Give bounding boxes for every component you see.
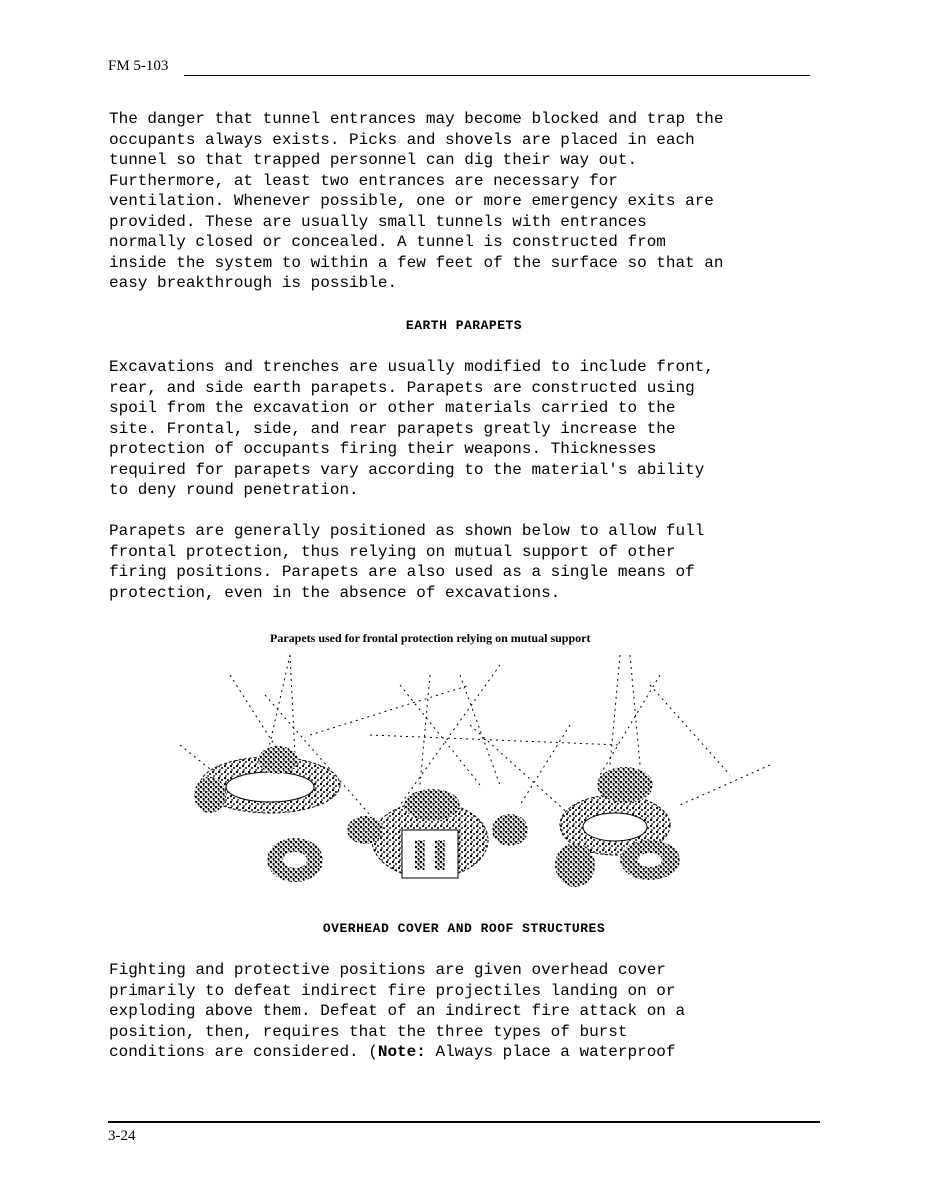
note-label: Note: xyxy=(377,1043,426,1061)
paragraph-overhead-cover-tail: Always place a waterproof xyxy=(425,1043,676,1061)
footer-rule xyxy=(108,1121,820,1123)
paragraph-parapet-positions: Parapets are generally positioned as shown below to allow full frontal protection, thus relying on mutual support of other firing positions. Parapets are also used as a single means of protection, even in the absence of excavations. xyxy=(109,522,705,602)
heading-earth-parapets: EARTH PARAPETS xyxy=(405,318,523,333)
paragraph-overhead-cover xyxy=(109,960,819,1063)
page-number: 3-24 xyxy=(108,1128,136,1144)
heading-overhead-cover: OVERHEAD COVER AND ROOF STRUCTURES xyxy=(322,921,606,936)
document-id: FM 5-103 xyxy=(108,58,169,74)
center-fighting-position xyxy=(347,789,528,878)
parapets-illustration xyxy=(170,645,790,915)
running-header xyxy=(108,57,810,75)
paragraph-tunnel-entrances: The danger that tunnel entrances may become blocked and trap the occupants always exists. Picks and shovels are placed in each tunnel so that trapped personnel can dig their way out. Furthermore, at least two entrances are necessary for ventilation. Whenever possible, one or more emergency exits are provided. These are usually small tunnels with entrances normally closed or concealed. A tunnel is constructed from inside the system to within a few feet of the surface so that an easy breakthrough is possible. xyxy=(109,110,724,292)
paragraph-overhead-cover-lead: Fighting and protective positions are given overhead cover primarily to defeat indirect fire projectiles landing on or exploding above them. Defeat of an indirect fire attack on a position, then, requires that the three types of burst conditions are considered. ( xyxy=(109,961,686,1061)
header-rule xyxy=(184,75,810,76)
paragraph-excavations: Excavations and trenches are usually modified to include front, rear, and side earth parapets. Parapets are constructed using spoil from the excavation or other materials carried to the site. Frontal, side, and rear parapets greatly increase the protection of occupants firing their weapons. Thicknesses required for parapets vary according to the material's ability to deny round penetration. xyxy=(109,358,714,499)
figure-caption: Parapets used for frontal protection relying on mutual support xyxy=(270,631,591,645)
left-fighting-position xyxy=(194,746,340,882)
right-fighting-position xyxy=(555,767,680,887)
